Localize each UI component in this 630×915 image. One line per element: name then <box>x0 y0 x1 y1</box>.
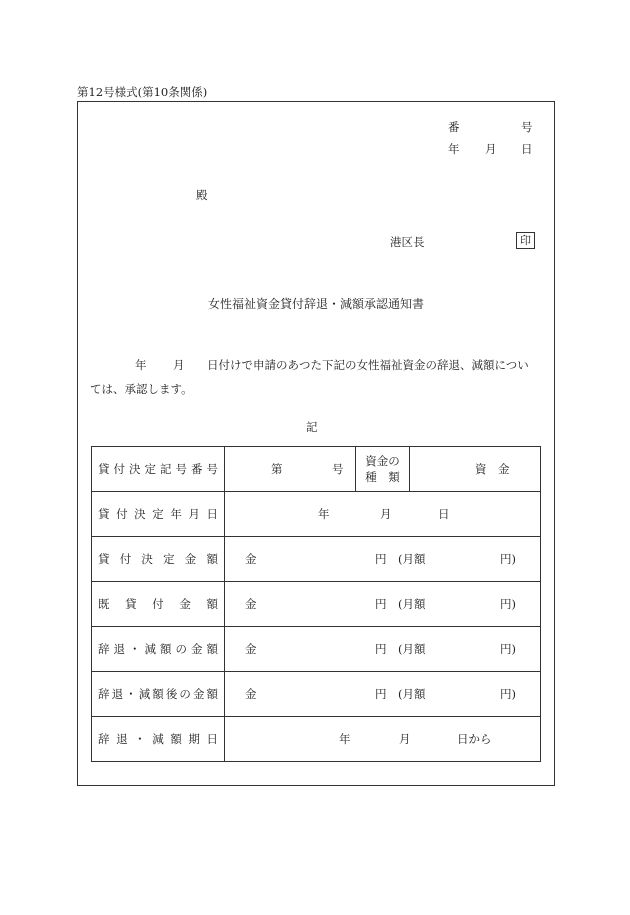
body-text-line1: 日付けで申請のあつた下記の女性福祉資金の辞退、減額につい <box>207 358 529 372</box>
ki-label: 記 <box>306 420 318 434</box>
body-year: 年 <box>135 358 147 372</box>
yen-close-label: 円) <box>500 552 516 566</box>
month-label: 月 <box>399 732 411 746</box>
day-label: 日 <box>438 507 450 521</box>
year-label: 年 <box>318 507 330 521</box>
yen-close-label: 円) <box>500 642 516 656</box>
yen-close-label: 円) <box>500 597 516 611</box>
kin-label: 金 <box>245 597 257 611</box>
yen-label: 円 <box>375 597 387 611</box>
year-label: 年 <box>339 732 351 746</box>
fund-label: 資 金 <box>475 462 510 476</box>
seal-mark: 印 <box>516 232 535 249</box>
table-row <box>92 582 541 627</box>
table-row <box>92 717 541 762</box>
kin-label: 金 <box>245 687 257 701</box>
kin-label: 金 <box>245 642 257 656</box>
yen-label: 円 <box>375 687 387 701</box>
kin-label: 金 <box>245 552 257 566</box>
go-label: 号 <box>332 462 344 476</box>
document-title: 女性福祉資金貸付辞退・減額承認通知書 <box>208 297 425 311</box>
yen-label: 円 <box>375 552 387 566</box>
yen-close-label: 円) <box>500 687 516 701</box>
table-row <box>92 537 541 582</box>
date-day: 日 <box>521 142 533 156</box>
day-from-label: 日から <box>457 732 492 746</box>
table-row <box>92 447 541 492</box>
monthly-label: (月額 <box>398 597 426 611</box>
issuer-name: 港区長 <box>390 235 425 249</box>
row-label-after-amount: 辞 退 ・ 減 額 後 の 金 額 <box>98 687 218 701</box>
table-row <box>92 627 541 672</box>
month-label: 月 <box>380 507 392 521</box>
row-label-existing-amount: 既 貸 付 金 額 <box>98 597 218 611</box>
monthly-label: (月額 <box>398 552 426 566</box>
fund-type-label: 資金の 種 類 <box>356 447 410 492</box>
monthly-label: (月額 <box>398 642 426 656</box>
date-year: 年 <box>448 142 460 156</box>
row-label-decline-date: 辞 退 ・ 減 額 期 日 <box>98 732 218 746</box>
yen-label: 円 <box>375 642 387 656</box>
monthly-label: (月額 <box>398 687 426 701</box>
body-month: 月 <box>173 358 185 372</box>
details-table <box>91 446 541 762</box>
number-suffix: 号 <box>521 120 533 134</box>
addressee-suffix: 殿 <box>196 188 208 202</box>
body-text-line2: ては、承認します。 <box>90 382 193 396</box>
row-label-loan-number: 貸 付 決 定 記 号 番 号 <box>98 462 218 476</box>
dai-label: 第 <box>271 462 283 476</box>
form-number-label: 第12号様式(第10条関係) <box>77 85 208 99</box>
row-label-loan-date: 貸 付 決 定 年 月 日 <box>98 507 218 521</box>
date-month: 月 <box>485 142 497 156</box>
table-row <box>92 492 541 537</box>
number-label: 番 <box>448 120 460 134</box>
table-row <box>92 672 541 717</box>
row-label-loan-amount: 貸 付 決 定 金 額 <box>98 552 218 566</box>
row-label-decline-amount: 辞 退 ・ 減 額 の 金 額 <box>98 642 218 656</box>
